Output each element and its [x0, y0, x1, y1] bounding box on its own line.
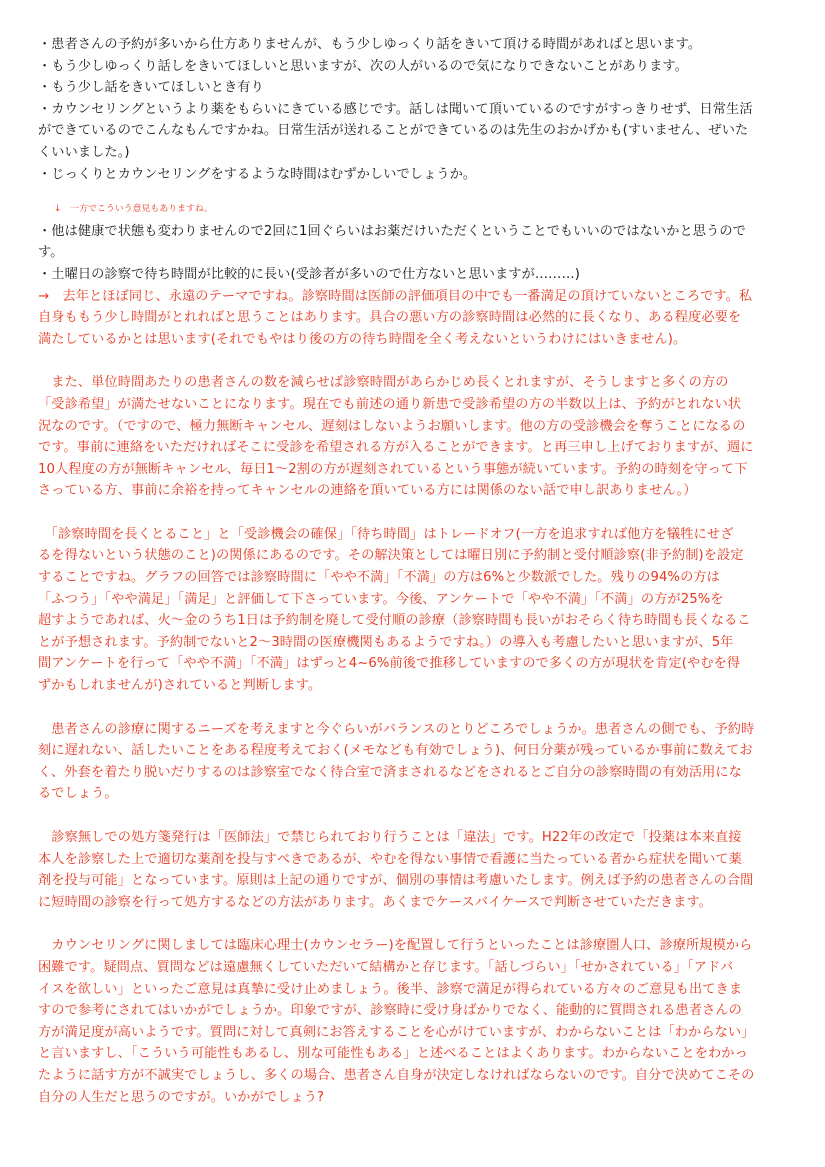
- response-line: 本人を診察した上で適切な薬剤を投与すべきであるが、やむを得ない事情で看護に当たっている者から症状を聞いて薬: [38, 851, 742, 867]
- comment-line: ・もう少し話をきいてほしいとき有り: [38, 80, 264, 96]
- response-paragraph-6: [38, 935, 790, 1108]
- response-line: 「ふつう」「やや満足」「満足」と評価して下さっています。今後、アンケートで「やや不満」「不満」の方が25%を: [38, 591, 724, 607]
- response-line: イスを欲しい」といったご意見は真摯に受け止めましょう。後半、診察で満足が得られている方々のご意見も出てきま: [38, 981, 743, 997]
- response-line: 況なのです。（ですので、極力無断キャンセル、遅刻はしないようお願いします。他の方の受診機会を奪うことになるの: [38, 418, 746, 434]
- response-line: → 去年とほぼ同じ、永遠のテーマですね。診察時間は医師の評価項目の中でも一番満足の頂けていないところです。私: [38, 288, 753, 304]
- response-line: ずかもしれませんが)されていると判断します。: [38, 678, 322, 694]
- comment-line: くいいました。): [38, 144, 130, 160]
- response-line: 10人程度の方が無断キャンセル、毎日1〜2割の方が遅刻されているという事態が続いています。予約の時刻を守って下: [38, 461, 748, 477]
- document-page: [38, 34, 790, 1108]
- response-line: すので参考にされてはいかがでしょうか。印象ですが、診察時に受け身ばかりでなく、能動的に質問される患者さんの: [38, 1003, 742, 1019]
- response-line: たように話す方が不誠実でしょうし、多くの場合、患者さん自身が決定しなければならないのです。自分で決めてこその: [38, 1067, 755, 1083]
- response-line: また、単位時間あたりの患者さんの数を減らせば診察時間があらかじめ長くとれますが、そうしますと多くの方の: [38, 375, 729, 391]
- response-line: と言いますし、「こういう可能性もあるし、別な可能性もある」と述べることはよくあります。わからないことをわかっ: [38, 1046, 748, 1062]
- response-line: 患者さんの診療に関するニーズを考えますと今ぐらいがバランスのとりどころでしょうか。患者さんの側でも、予約時: [38, 721, 755, 737]
- arrow-note: ↓ 一方でこういう意見もありますね。: [54, 204, 213, 215]
- response-paragraph-1: [38, 286, 790, 351]
- response-line: 刻に遅れない、話したいことをある程度考えておく(メモなども有効でしょう)、何日分薬が残っているか事前に数えてお: [38, 743, 753, 759]
- response-line: 超すようであれば、火〜金のうち1日は予約制を廃して受付順の診療（診察時間も長いがおそらく待ち時間も長くなるこ: [38, 613, 751, 629]
- response-line: です。事前に連絡をいただければそこに受診を希望される方が入ることができます。と再三申し上げておりますが、週に: [38, 440, 754, 456]
- response-line: 「診察時間を長くとること」と「受診機会の確保」「待ち時間」はトレードオフ(一方を追求すれば他方を犠牲にせざ: [38, 526, 734, 542]
- response-line: 困難です。疑問点、質問などは遠慮無くしていただいて結構かと存じます。「話しづらい」「せかされている」「アドバ: [38, 959, 734, 975]
- comment-line: す。: [38, 245, 64, 261]
- response-line: することですね。グラフの回答では診察時間に「やや不満」「不満」の方は6%と少数派でした。残りの94%の方は: [38, 570, 720, 586]
- response-line: く、外套を着たり脱いだりするのは診察室でなく待合室で済まされるなどをされるとご自分の診察時間の有効活用にな: [38, 764, 742, 780]
- comment-line: ができているのでこんなもんですかね。日常生活が送れることができているのは先生のおかげかも(すいません、ぜいた: [38, 123, 749, 139]
- comment-line: ・もう少しゆっくり話しをきいてほしいと思いますが、次の人がいるので気になりできないことがあります。: [38, 58, 688, 74]
- response-paragraph-2: [38, 372, 790, 502]
- comment-line: ・他は健康で状態も変わりませんので2回に1回ぐらいはお薬だけいただくということでもいいのではないかと思うので: [38, 223, 746, 239]
- response-line: に短時間の診察を行って処方するなどの方法があります。あくまでケースバイケースで判断させていただきます。: [38, 894, 712, 910]
- response-line: 満たしているかとは思います(それでもやはり後の方の待ち時間を全く考えないというわけにはいきません)。: [38, 331, 687, 347]
- response-line: さっている方、事前に余裕を持ってキャンセルの連絡を頂いている方には関係のない話で申し訳ありません。）: [38, 483, 697, 499]
- response-line: カウンセリングに関しましては臨床心理士(カウンセラー)を配置して行うといったことは診療圏人口、診療所規模から: [38, 938, 753, 954]
- response-paragraph-5: [38, 827, 790, 913]
- response-line: 「受診希望」が満たせないことになります。現在でも前述の通り新患で受診希望の方の半数以上は、予約がとれない状: [38, 396, 742, 412]
- response-line: とが予想されます。予約制でないと2〜3時間の医療機関もあるようですね。）の導入も考慮したいと思いますが、5年: [38, 634, 734, 650]
- response-line: 自身ももう少し時間がとれればと思うことはあります。具合の悪い方の診察時間は必然的に長くなり、ある程度必要を: [38, 310, 742, 326]
- comment-line: ・じっくりとカウンセリングをするような時間はむずかしいでしょうか。: [38, 166, 477, 182]
- response-paragraph-4: [38, 719, 790, 805]
- comment-line: ・患者さんの予約が多いから仕方ありませんが、もう少しゆっくり話をきいて頂ける時間があればと思います。: [38, 37, 702, 52]
- response-line: 診察無しでの処方箋発行は「医師法」で禁じられており行うことは「違法」です。H22年の改定で「投薬は本来直接: [38, 830, 742, 845]
- response-paragraph-3: [38, 524, 790, 697]
- response-line: 剤を投与可能」となっています。原則は上記の通りですが、個別の事情は考慮いたします。例えば予約の患者さんの合間: [38, 873, 754, 889]
- comment-line: ・カウンセリングというより薬をもらいにきている感じです。話しは聞いて頂いているのですがすっきりせず、日常生活: [38, 101, 753, 117]
- response-line: 自分の人生だと思うのですが。いかがでしょう?: [38, 1089, 325, 1105]
- response-line: 方が満足度が高いようです。質問に対して真剣にお答えすることを心がけていますが、わからないことは「わからない」: [38, 1024, 755, 1040]
- response-line: るを得ないという状態のこと)の関係にあるのです。その解決策としては曜日別に予約制と受付順診察(非予約制)を設定: [38, 548, 744, 564]
- comment-line: ・土曜日の診察で待ち時間が比較的に長い(受診者が多いので仕方ないと思いますが………): [38, 266, 580, 282]
- patient-comments-block-1: [38, 34, 790, 185]
- response-line: 間アンケートを行って「やや不満」「不満」はずっと4~6%前後で推移していますので多くの方が現状を肯定(やむを得: [38, 656, 741, 672]
- patient-comments-block-2: [38, 221, 790, 286]
- response-line: るでしょう。: [38, 786, 118, 802]
